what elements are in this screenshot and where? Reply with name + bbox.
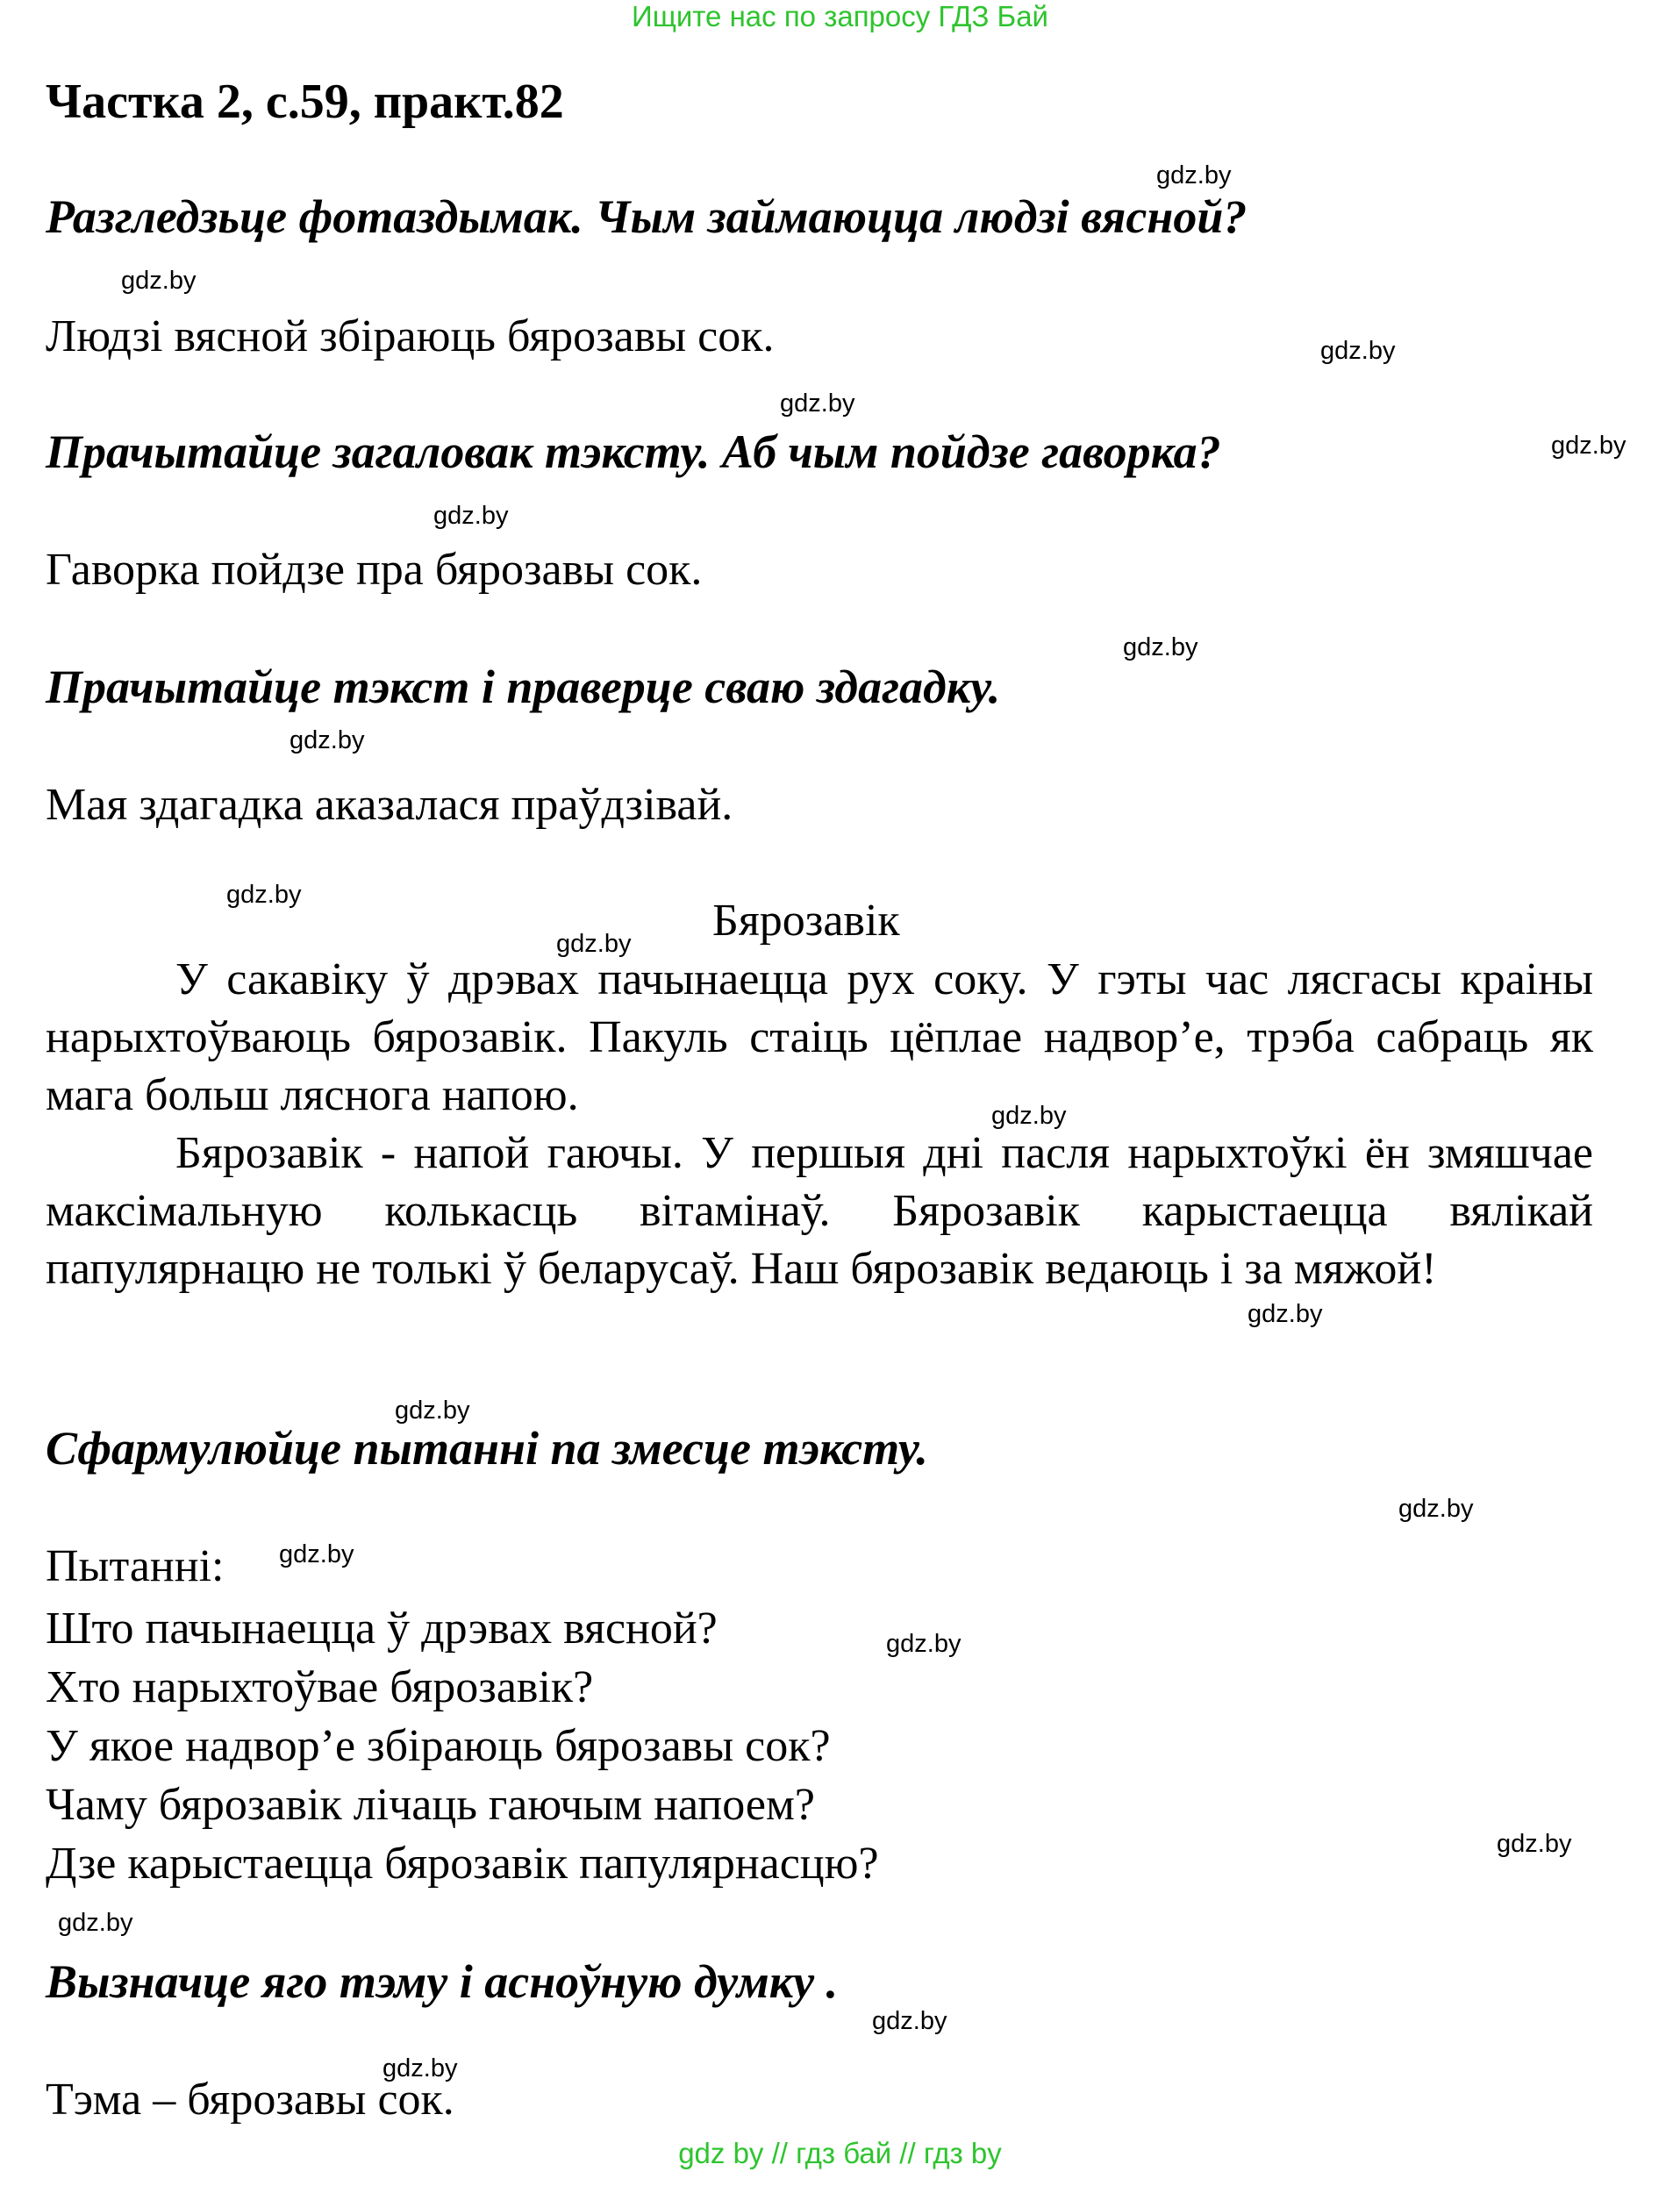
watermark: gdz.by: [1497, 1830, 1572, 1858]
watermark: gdz.by: [395, 1397, 470, 1425]
watermark: gdz.by: [991, 1102, 1067, 1130]
page-title: Частка 2, с.59, практ.82: [46, 75, 564, 129]
story-paragraph-1: У сакавіку ў дрэвах пачынаецца рух соку. У гэты час лясгасы краіны нарыхтоўваюць бярозавік. Пакуль стаіць цёплае надвор’е, трэба сабраць як мага больш ляснога напою.: [46, 954, 1593, 1120]
question-item: Хто нарыхтоўвае бярозавік?: [46, 1662, 594, 1712]
watermark: gdz.by: [1247, 1300, 1323, 1328]
watermark: gdz.by: [1123, 633, 1198, 661]
watermark: gdz.by: [886, 1630, 962, 1658]
question-item: Дзе карыстаецца бярозавік папулярнасцю?: [46, 1839, 879, 1889]
task-question-4: Сфармулюйце пытанні па змесце тэксту.: [46, 1422, 928, 1475]
task-question-5-dot: .: [826, 1955, 839, 2008]
footer-links[interactable]: gdz by // гдз бай // гдз by: [678, 2137, 1002, 2169]
watermark: gdz.by: [556, 930, 632, 958]
task-question-1: Разгледзьце фотаздымак. Чым займаюцца людзі вясной?: [46, 190, 1247, 243]
answer-3: Мая здагадка аказалася праўдзівай.: [46, 780, 733, 830]
answer-5: Тэма – бярозавы сок.: [46, 2075, 454, 2125]
task-question-2: Прачытайце загаловак тэксту. Аб чым пойдзе гаворка?: [46, 425, 1221, 478]
watermark: gdz.by: [290, 726, 365, 754]
watermark: gdz.by: [226, 881, 302, 909]
question-list: [46, 1540, 879, 1893]
top-banner[interactable]: Ищите нас по запросу ГДЗ Бай: [632, 0, 1048, 32]
question-item: У якое надвор’е збіраюць бярозавы сок?: [46, 1721, 831, 1771]
question-item: Чаму бярозавік лічаць гаючым напоем?: [46, 1780, 815, 1830]
watermark: gdz.by: [58, 1909, 133, 1937]
watermark: gdz.by: [1551, 432, 1626, 460]
watermark: gdz.by: [1398, 1495, 1474, 1523]
task-question-5-text: Вызначце яго тэму і асноўную думку: [46, 1955, 815, 2008]
watermark: gdz.by: [279, 1540, 354, 1568]
watermark: gdz.by: [433, 502, 509, 530]
watermark: gdz.by: [121, 267, 197, 295]
watermark: gdz.by: [382, 2054, 458, 2082]
task-question-3: Прачытайце тэкст і праверце сваю здагадку.: [46, 661, 1001, 713]
question-item: Што пачынаецца ў дрэвах вясной?: [46, 1604, 718, 1654]
watermark: gdz.by: [1156, 161, 1232, 189]
watermark: gdz.by: [1320, 337, 1396, 365]
task-question-5: [46, 1954, 838, 2009]
answer-2: Гаворка пойдзе пра бярозавы сок.: [46, 545, 703, 595]
story-title: Бярозавік: [712, 896, 900, 946]
questions-label: Пытанні:: [46, 1541, 225, 1591]
watermark: gdz.by: [780, 389, 855, 418]
story-paragraph-2: Бярозавік - напой гаючы. У першыя дні пасля нарыхтоўкі ён змяшчае максімальную колькасць вітамінаў. Бярозавік карыстаецца вялікай папулярнацю не толькі ў беларусаў. Наш бярозавік ведаюць і за мяжой!: [46, 1128, 1593, 1294]
watermark: gdz.by: [872, 2007, 947, 2035]
answer-1: Людзі вясной збіраюць бярозавы сок.: [46, 311, 775, 361]
